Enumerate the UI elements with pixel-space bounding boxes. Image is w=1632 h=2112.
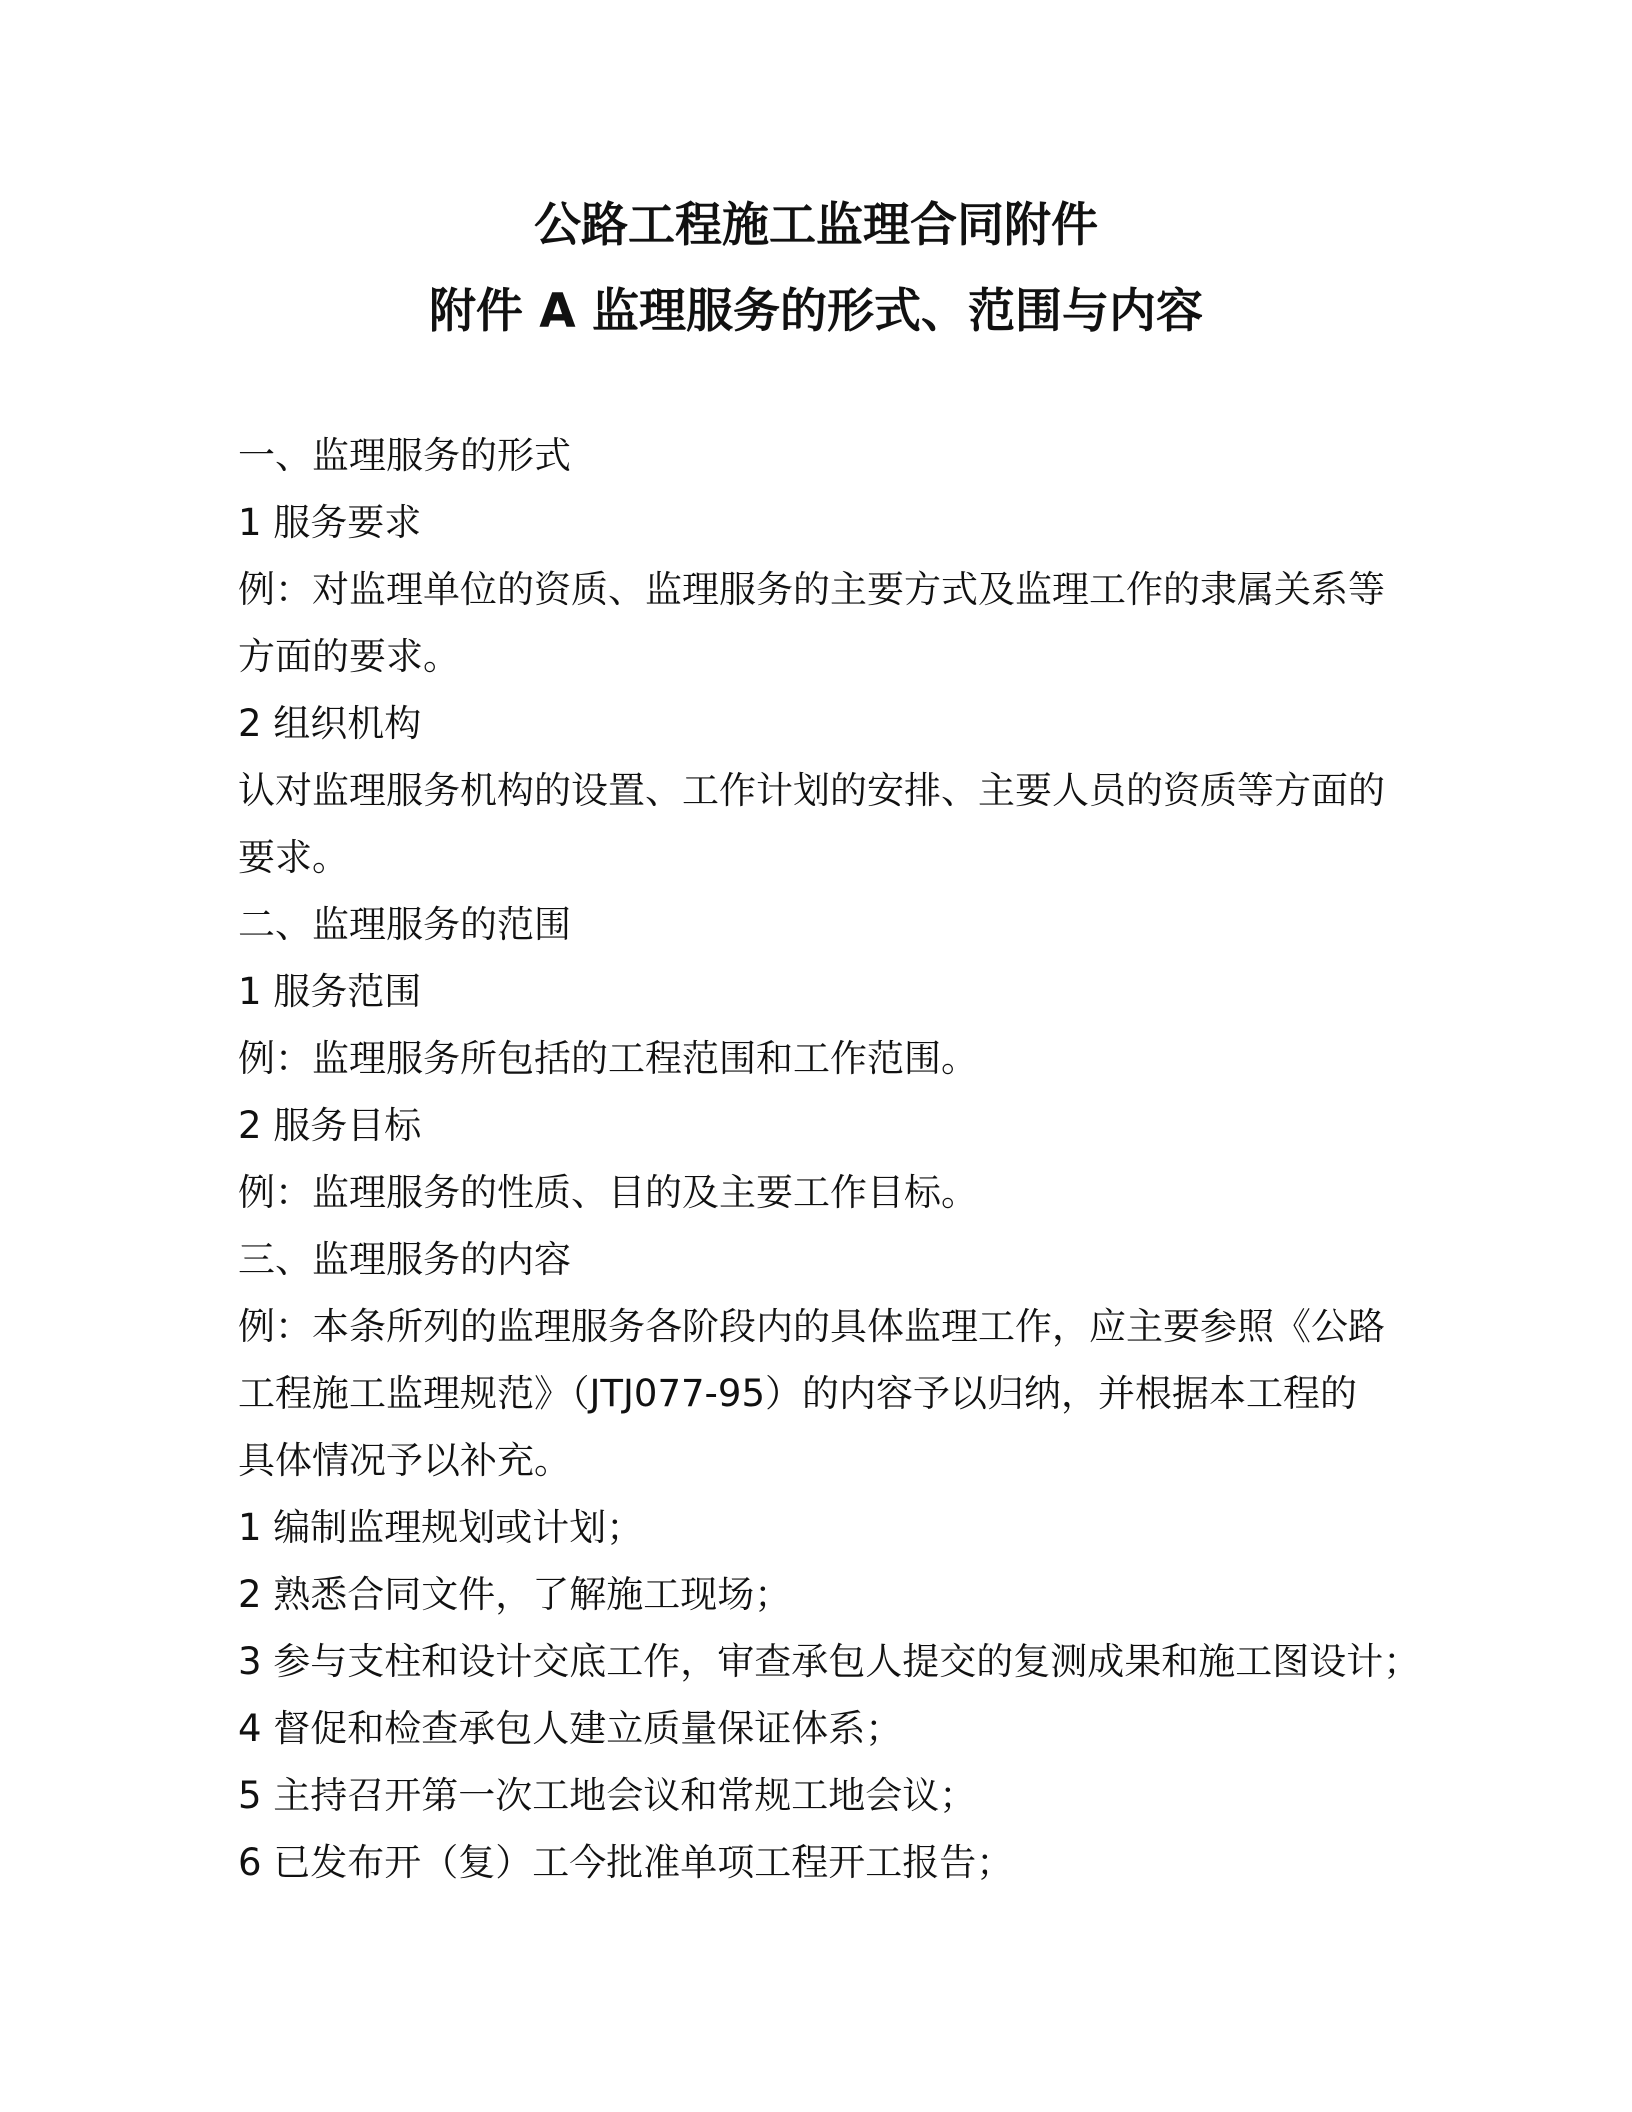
section-heading-scope: 二、监理服务的范围 — [238, 903, 571, 946]
paragraph-line: 具体情况予以补充。 — [238, 1439, 571, 1482]
paragraph-line: 方面的要求。 — [238, 635, 460, 678]
list-item: 2 熟悉合同文件，了解施工现场； — [238, 1573, 792, 1616]
list-item: 1 编制监理规划或计划； — [238, 1506, 644, 1549]
item-organization: 2 组织机构 — [238, 702, 422, 745]
paragraph-line: 要求。 — [238, 836, 349, 879]
item-service-requirements: 1 服务要求 — [238, 501, 422, 544]
list-item: 5 主持召开第一次工地会议和常规工地会议； — [238, 1774, 977, 1817]
list-item: 3 参与支柱和设计交底工作，审查承包人提交的复测成果和施工图设计； — [238, 1640, 1421, 1683]
document-body — [238, 422, 1421, 1896]
paragraph-line: 例：对监理单位的资质、监理服务的主要方式及监理工作的隶属关系等 — [238, 568, 1385, 611]
section-heading-content: 三、监理服务的内容 — [238, 1238, 571, 1281]
paragraph-line: 工程施工监理规范》（JTJ077-95）的内容予以归纳，并根据本工程的 — [238, 1372, 1357, 1415]
list-item: 4 督促和检查承包人建立质量保证体系； — [238, 1707, 903, 1750]
list-item: 6 已发布开（复）工今批准单项工程开工报告； — [238, 1841, 1014, 1884]
document-title: 公路工程施工监理合同附件 — [534, 198, 1098, 253]
section-heading-form: 一、监理服务的形式 — [238, 434, 571, 477]
paragraph-line: 例：本条所列的监理服务各阶段内的具体监理工作，应主要参照《公路 — [238, 1305, 1385, 1348]
paragraph-line: 例：监理服务的性质、目的及主要工作目标。 — [238, 1171, 978, 1214]
document-subtitle: 附件 A 监理服务的形式、范围与内容 — [428, 284, 1204, 339]
paragraph-line: 认对监理服务机构的设置、工作计划的安排、主要人员的资质等方面的 — [238, 769, 1385, 812]
item-service-goals: 2 服务目标 — [238, 1104, 422, 1147]
item-service-scope: 1 服务范围 — [238, 970, 422, 1013]
paragraph-line: 例：监理服务所包括的工程范围和工作范围。 — [238, 1037, 978, 1080]
